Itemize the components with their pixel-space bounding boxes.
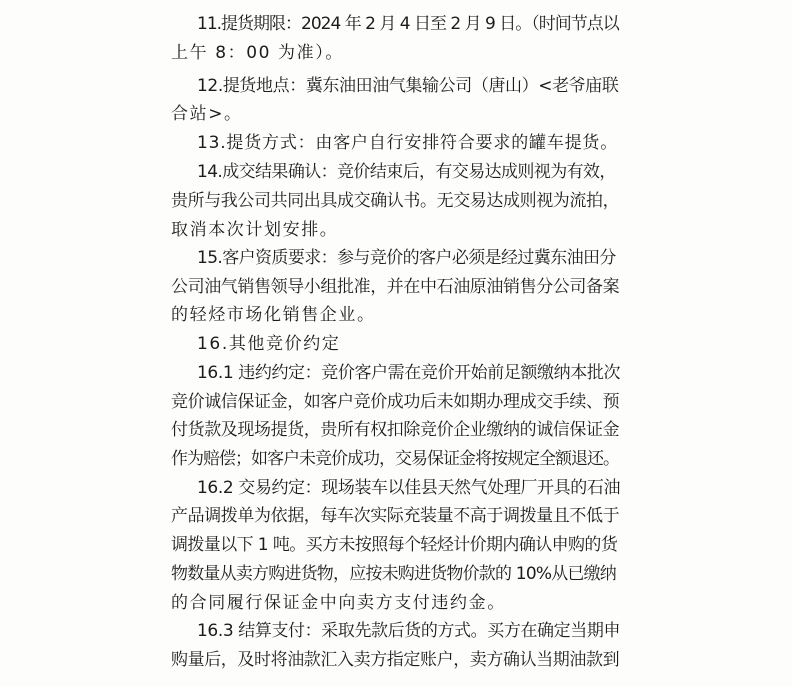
text-line: 合站>。 xyxy=(171,104,243,124)
text-line: 作为赔偿；如客户未竞价成功，交易保证金将按规定全额退还。 xyxy=(171,449,619,469)
text-line: 取消本次计划安排。 xyxy=(171,220,339,240)
text-line: 物数量从卖方购进货物，应按未购进货物价款的 10%从已缴纳 xyxy=(171,564,616,584)
text-line: 13.提货方式：由客户自行安排符合要求的罐车提货。 xyxy=(197,133,619,153)
text-line: 产品调拨单为依据，每车次实际充装量不高于调拨量且不低于 xyxy=(171,506,620,526)
text-line: 购量后，及时将油款汇入卖方指定账户，卖方确认当期油款到 xyxy=(171,650,620,670)
section-heading: 16.其他竞价约定 xyxy=(197,334,341,354)
text-line: 16.3 结算支付：采取先款后货的方式。买方在确定当期申 xyxy=(197,621,621,641)
text-line: 竞价诚信保证金，如客户竞价成功后未如期办理成交手续、预 xyxy=(171,392,620,412)
text-line: 11.提货期限：2024 年 2 月 4 日至 2 月 9 日。（时间节点以 xyxy=(197,14,619,34)
text-line: 付货款及现场提货，贵所有权扣除竞价企业缴纳的诚信保证金 xyxy=(171,420,620,440)
text-line: 15.客户资质要求：参与竞价的客户必须是经过冀东油田分 xyxy=(197,248,616,268)
text-line: 16.2 交易约定：现场装车以佳县天然气处理厂开具的石油 xyxy=(197,478,621,498)
text-line: 公司油气销售领导小组批准，并在中石油原油销售分公司备案 xyxy=(171,277,620,297)
text-line: 的轻烃市场化销售企业。 xyxy=(171,305,376,325)
text-line: 的合同履行保证金中向卖方支付违约金。 xyxy=(171,593,506,613)
text-line: 14.成交结果确认：竞价结束后，有交易达成则视为有效， xyxy=(197,162,616,182)
text-line: 12.提货地点：冀东油田油气集输公司（唐山）<老爷庙联 xyxy=(197,76,619,96)
text-line: 贵所与我公司共同出具成交确认书。无交易达成则视为流拍， xyxy=(171,191,620,211)
text-line: 16.1 违约约定：竞价客户需在竞价开始前足额缴纳本批次 xyxy=(197,363,621,383)
text-line: 上午 8：00 为准）。 xyxy=(171,43,344,63)
text-line: 调拨量以下 1 吨。买方未按照每个轻烃计价期内确认申购的货 xyxy=(171,535,618,555)
